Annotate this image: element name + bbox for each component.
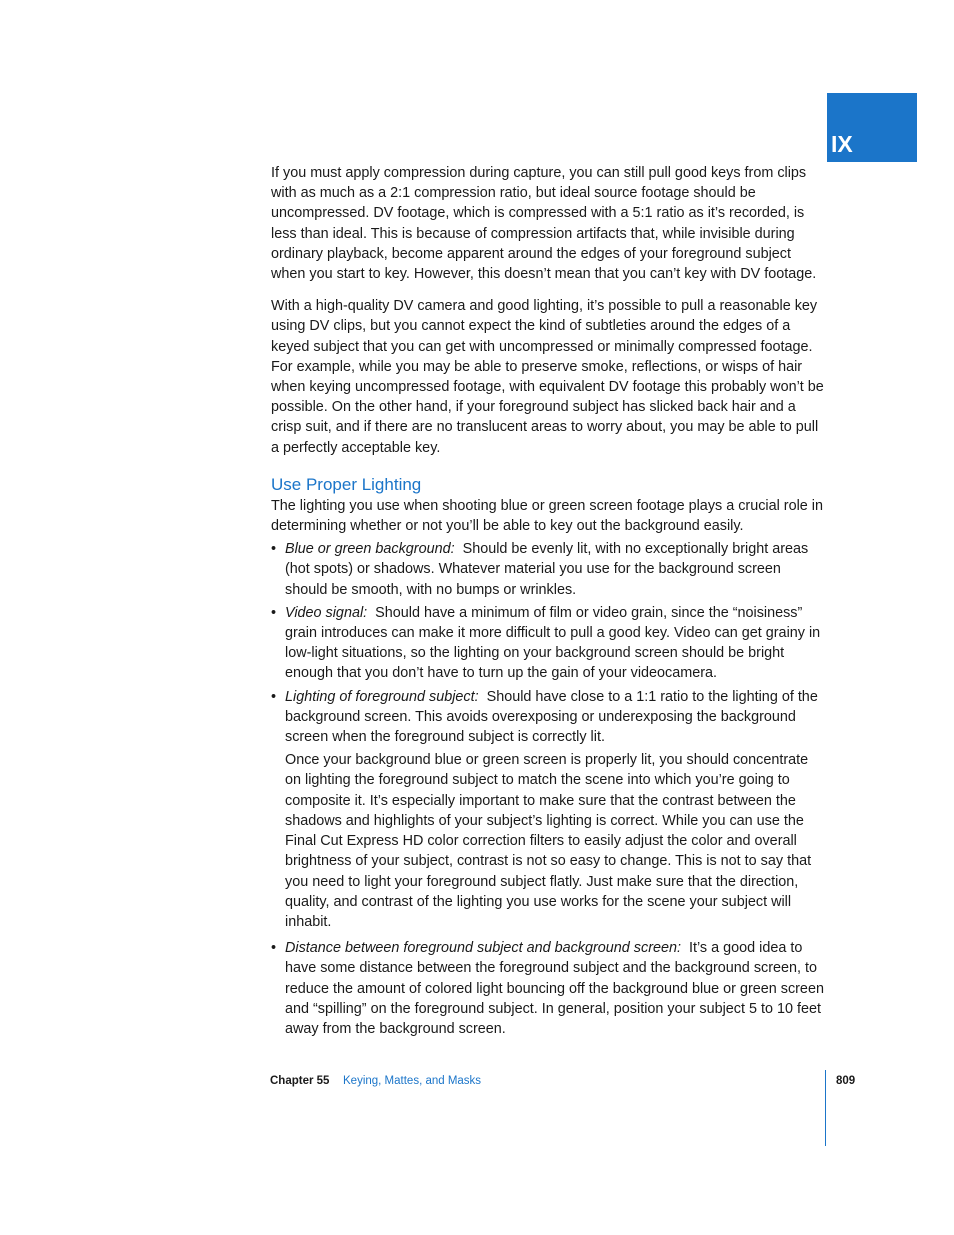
bullet-term: Lighting of foreground subject:	[285, 688, 479, 705]
list-item	[271, 938, 827, 1039]
page-number: 809	[836, 1075, 856, 1087]
list-item	[271, 603, 827, 684]
bullet-mark: •	[271, 940, 277, 957]
list-item	[271, 539, 827, 600]
bullet-list	[271, 539, 827, 1039]
part-tab	[827, 93, 917, 162]
paragraph: If you must apply compression during capture, you can still pull good keys from clips with as much as a 2:1 compression ratio, but ideal source footage should be uncompressed. DV footage, which is compressed with a 5:1 ratio as it’s recorded, is less than ideal. This is because of compression artifacts that, while invisible during ordinary playback, become apparent around the edges of your foreground subject when you start to key. However, this doesn’t mean that you can’t key with DV footage.	[271, 165, 817, 283]
part-tab-label: IX	[831, 131, 853, 157]
bullet-mark: •	[271, 688, 277, 705]
list-item	[271, 687, 827, 932]
bullet-term: Blue or green background:	[285, 541, 455, 558]
footer-divider	[825, 1070, 826, 1146]
footer-chapter: Chapter 55	[270, 1075, 330, 1087]
section-heading: Use Proper Lighting	[271, 474, 422, 494]
footer-chapter-title-link[interactable]: Keying, Mattes, and Masks	[343, 1075, 482, 1087]
bullet-term: Video signal:	[285, 604, 368, 621]
paragraph: With a high-quality DV camera and good lighting, it’s possible to pull a reasonable key using DV clips, but you cannot expect the kind of subtleties around the edges of a keyed subject that you can get with uncompressed or minimally compressed footage. For example, while you may be able to preserve smoke, reflections, or wisps of hair when keying uncompressed footage, with equivalent DV footage this probably won’t be possible. On the other hand, if your foreground subject has slicked back hair and a crisp suit, and if there are no translucent areas to worry about, you may be able to pull a perfectly acceptable key.	[271, 298, 824, 456]
bullet-text: Should have close to a 1:1 ratio to the lighting of the background screen. This avoids overexposing or underexposing the background screen when the foreground subject is correctly lit.	[285, 688, 818, 746]
section-intro: The lighting you use when shooting blue or green screen footage plays a crucial role in determining whether or not you’ll be able to key out the background easily.	[271, 497, 823, 535]
bullet-mark: •	[271, 541, 277, 558]
bullet-text: It’s a good idea to have some distance between the foreground subject and the background screen, to reduce the amount of colored light bouncing off the background blue or green screen and “spilling” on the foreground subject. In general, position your subject 5 to 10 feet away from the background screen.	[285, 940, 824, 1037]
bullet-mark: •	[271, 604, 277, 621]
bullet-text: Should have a minimum of film or video grain, since the “noisiness” grain introduces can make it more difficult to pull a good key. Video can get grainy in low-light situations, so the lighting on your background screen should be bright enough that you don’t have to turn up the gain of your videocamera.	[285, 604, 821, 682]
bullet-text: Should be evenly lit, with no exceptionally bright areas (hot spots) or shadows. Whatever material you use for the background screen should be smooth, with no bumps or wrinkles.	[285, 541, 809, 598]
bullet-subparagraph: Once your background blue or green screen is properly lit, you should concentrate on lighting the foreground subject to match the scene into which you’re going to composite it. It’s especially important to make sure that the contrast between the shadows and highlights of your subject’s lighting is correct. While you can use the Final Cut Express HD color correction filters to easily adjust the color and overall brightness of your subject, contrast is not so easy to change. This is not to say that you need to light your foreground subject flatly. Just make sure that the direction, quality, and contrast of the lighting you use works for the scene your subject will inhabit.	[285, 752, 812, 930]
body-content	[271, 163, 827, 1039]
bullet-term: Distance between foreground subject and background screen:	[285, 940, 681, 957]
